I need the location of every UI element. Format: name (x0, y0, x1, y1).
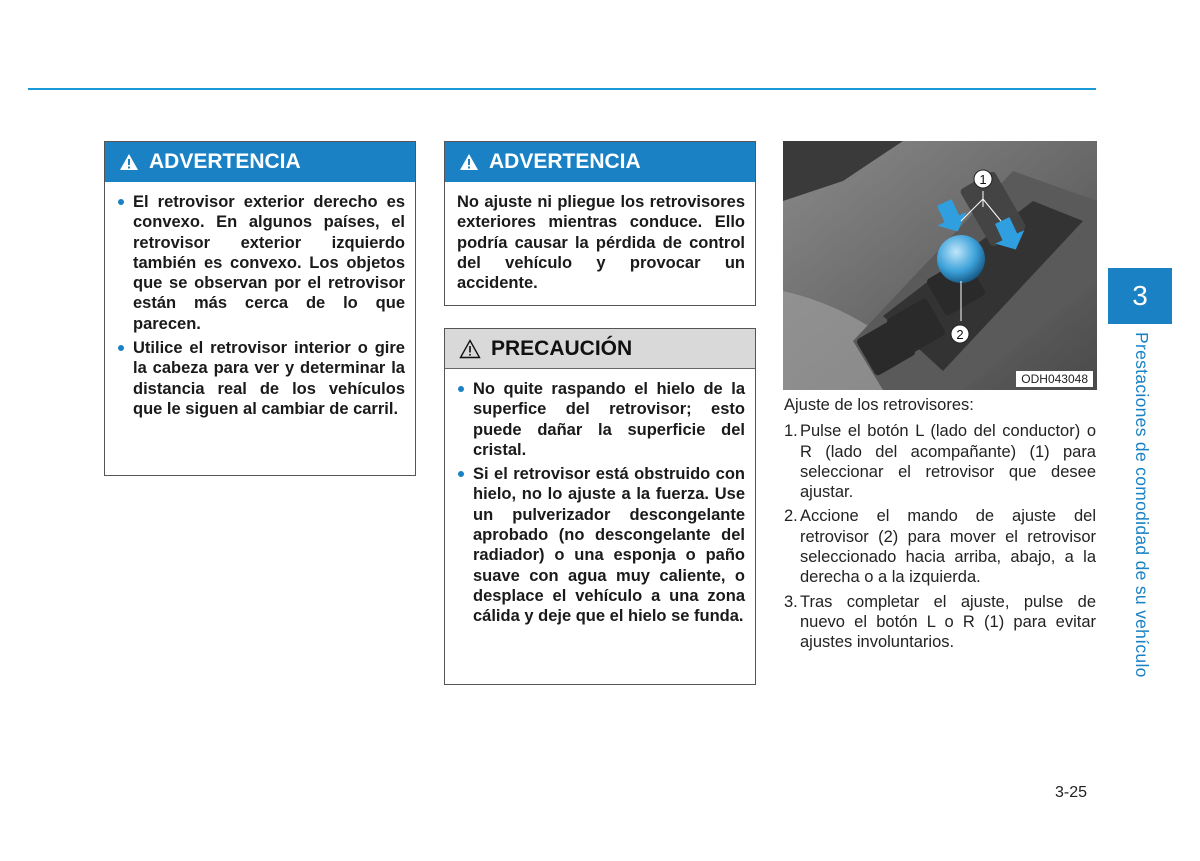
list-item: No quite raspando el hielo de la superfice del retrovisor; esto puede dañar la superficie del cristal. (457, 379, 745, 460)
warning-triangle-icon (119, 153, 139, 171)
caution-title: PRECAUCIÓN (491, 336, 633, 360)
warning-header (105, 142, 415, 182)
step-text: Accione el mando de ajuste del retrovisor (2) para mover el retrovisor seleccionado hacia arriba, abajo, a la derecha o a la izquierda. (800, 507, 1096, 587)
step-text: Tras completar el ajuste, pulse de nuevo el botón L o R (1) para evitar ajustes involuntarios. (800, 592, 1096, 652)
step-text: Pulse el botón L (lado del conductor) o R (lado del acompañante) (1) para seleccionar el retrovisor que desee ajustar. (800, 422, 1096, 502)
step-item (784, 592, 1096, 653)
figure-code: ODH043048 (1016, 371, 1093, 387)
caution-triangle-icon (459, 339, 481, 359)
callout-2: 2 (956, 327, 964, 342)
step-item (784, 421, 1096, 502)
step-number: 2. (784, 507, 798, 526)
instructions (784, 395, 1096, 657)
caution-box-ice (444, 328, 756, 685)
caution-header (445, 329, 755, 369)
warning-header (445, 142, 755, 182)
warning-text: No ajuste ni pliegue los retrovisores exteriores mientras conduce. Ello podría causar la pérdida de control del vehículo y provocar un accidente. (457, 193, 745, 293)
header-rule (28, 88, 1096, 90)
callout-1: 1 (979, 172, 987, 187)
chapter-title: Prestaciones de comodidad de su vehículo (1132, 332, 1152, 678)
warning-title: ADVERTENCIA (489, 150, 641, 173)
step-item (784, 506, 1096, 587)
list-item: Utilice el retrovisor interior o gire la cabeza para ver y determinar la distancia real de los vehículos que le siguen al cambiar de carril. (117, 338, 405, 419)
list-item: Si el retrovisor está obstruido con hielo, no lo ajuste a la fuerza. Use un pulverizador descongelante aprobado (no descongelante del radiador) o una esponja o paño suave con agua muy caliente, o desplace el vehículo a una zona cálida y deje que el hielo se funda. (457, 464, 745, 626)
mirror-switch-photo (783, 141, 1097, 390)
warning-box-no-adjust (444, 141, 756, 306)
door-panel-illustration (783, 141, 1097, 390)
warning-triangle-icon (459, 153, 479, 171)
warning-body (445, 182, 755, 303)
list-item: El retrovisor exterior derecho es convexo. En algunos países, el retrovisor exterior izquierdo también es convexo. Los objetos que se observan por el retrovisor están más cerca de lo que parecen. (117, 192, 405, 334)
chapter-tab: 3 (1108, 268, 1172, 324)
warning-title: ADVERTENCIA (149, 150, 301, 173)
step-number: 1. (784, 422, 798, 441)
step-number: 3. (784, 592, 798, 611)
warning-box-mirror-convex (104, 141, 416, 476)
warning-body (105, 182, 415, 433)
instructions-intro: Ajuste de los retrovisores: (784, 396, 974, 414)
page-number: 3-25 (1055, 784, 1088, 801)
caution-body (445, 369, 755, 641)
